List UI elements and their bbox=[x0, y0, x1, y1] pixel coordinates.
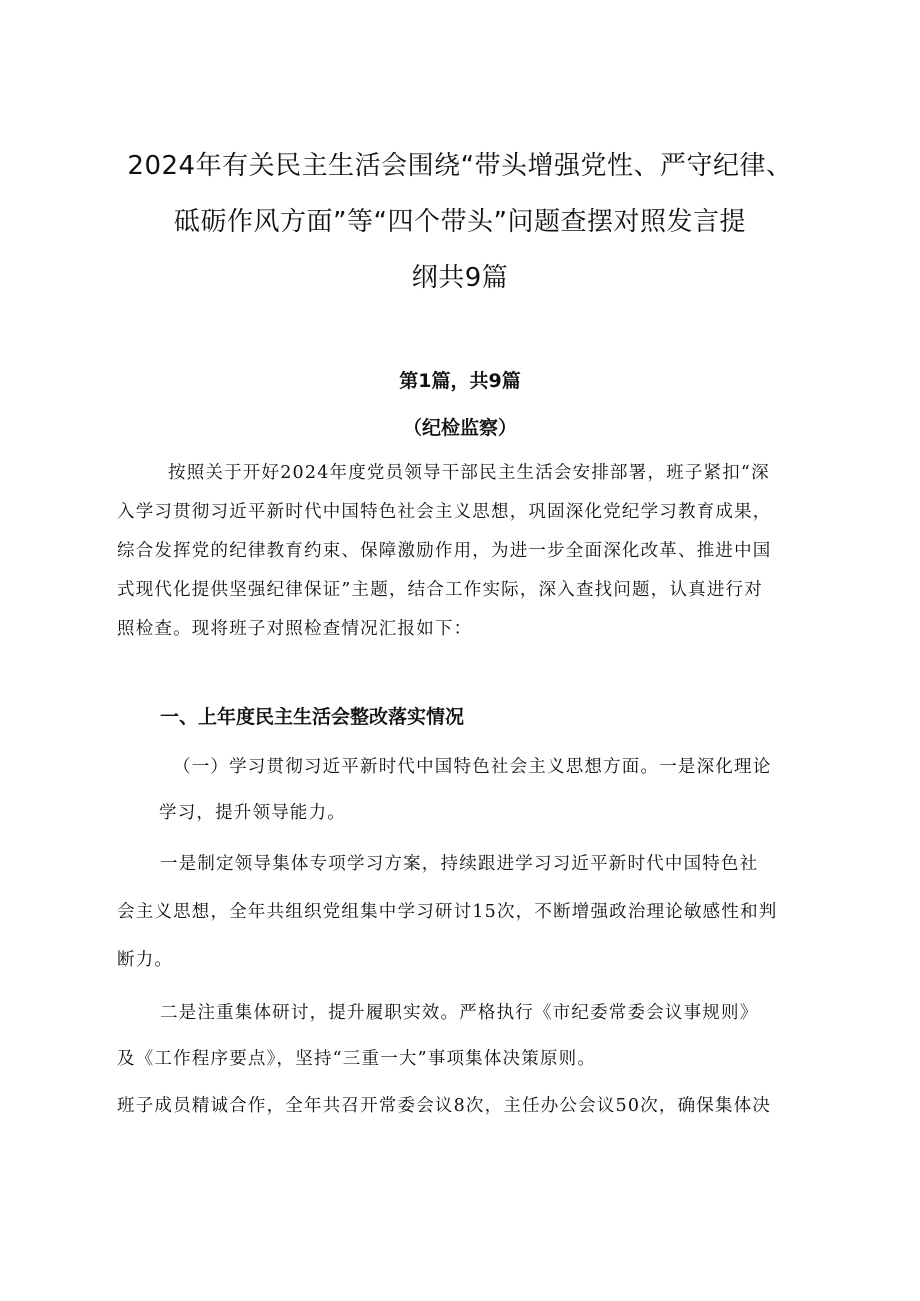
subsection-paragraph bbox=[117, 744, 817, 836]
item-line: 班子成员精诚合作，全年共召开常委会议8次，主任办公会议50次，确保集体决 bbox=[117, 1096, 772, 1116]
item-line: 断力。 bbox=[117, 950, 174, 970]
item-line: 一是制定领导集体专项学习方案，持续跟进学习习近平新时代中国特色社 bbox=[160, 854, 759, 874]
section-heading: 一、上年度民主生活会整改落实情况 bbox=[160, 706, 465, 728]
intro-line: 入学习贯彻习近平新时代中国特色社会主义思想，巩固深化党纪学习教育成果， bbox=[117, 502, 772, 522]
item-line: 及《工作程序要点》，坚持“三重一大”事项集体决策原则。 bbox=[117, 1049, 597, 1069]
intro-line: 按照关于开好2024年度党员领导干部民主生活会安排部署，班子紧扣“深 bbox=[168, 463, 770, 483]
subsection-line: 学习，提升领导能力。 bbox=[159, 803, 346, 823]
item-paragraph-2 bbox=[117, 990, 817, 1082]
item-line: 二是注重集体研讨，提升履职实效。严格执行《市纪委常委会议事规则》 bbox=[160, 1003, 759, 1023]
intro-line: 综合发挥党的纪律教育约束、保障激励作用，为进一步全面深化改革、推进中国 bbox=[117, 541, 772, 561]
title-line-1: 2024年有关民主生活会围绕“带头增强党性、严守纪律、 bbox=[127, 151, 793, 181]
title-line-3: 纲共9篇 bbox=[411, 263, 509, 293]
intro-paragraph bbox=[117, 454, 817, 649]
title-line-2: 砥砺作风方面”等“四个带头”问题查摆对照发言提 bbox=[174, 207, 746, 237]
item-line: 会主义思想，全年共组织党组集中学习研讨15次，不断增强政治理论敏感性和判 bbox=[117, 902, 778, 922]
item-paragraph-3 bbox=[117, 1087, 817, 1126]
document-title bbox=[100, 138, 820, 306]
item-paragraph-1 bbox=[117, 840, 817, 984]
part-label: 第1篇，共9篇 bbox=[399, 370, 521, 392]
category-label: （纪检监察） bbox=[402, 417, 517, 439]
intro-line: 式现代化提供坚强纪律保证”主题，结合工作实际，深入查找问题，认真进行对 bbox=[117, 580, 763, 600]
intro-line: 照检查。现将班子对照检查情况汇报如下： bbox=[117, 619, 473, 639]
subsection-line: （一）学习贯彻习近平新时代中国特色社会主义思想方面。一是深化理论 bbox=[173, 757, 772, 777]
